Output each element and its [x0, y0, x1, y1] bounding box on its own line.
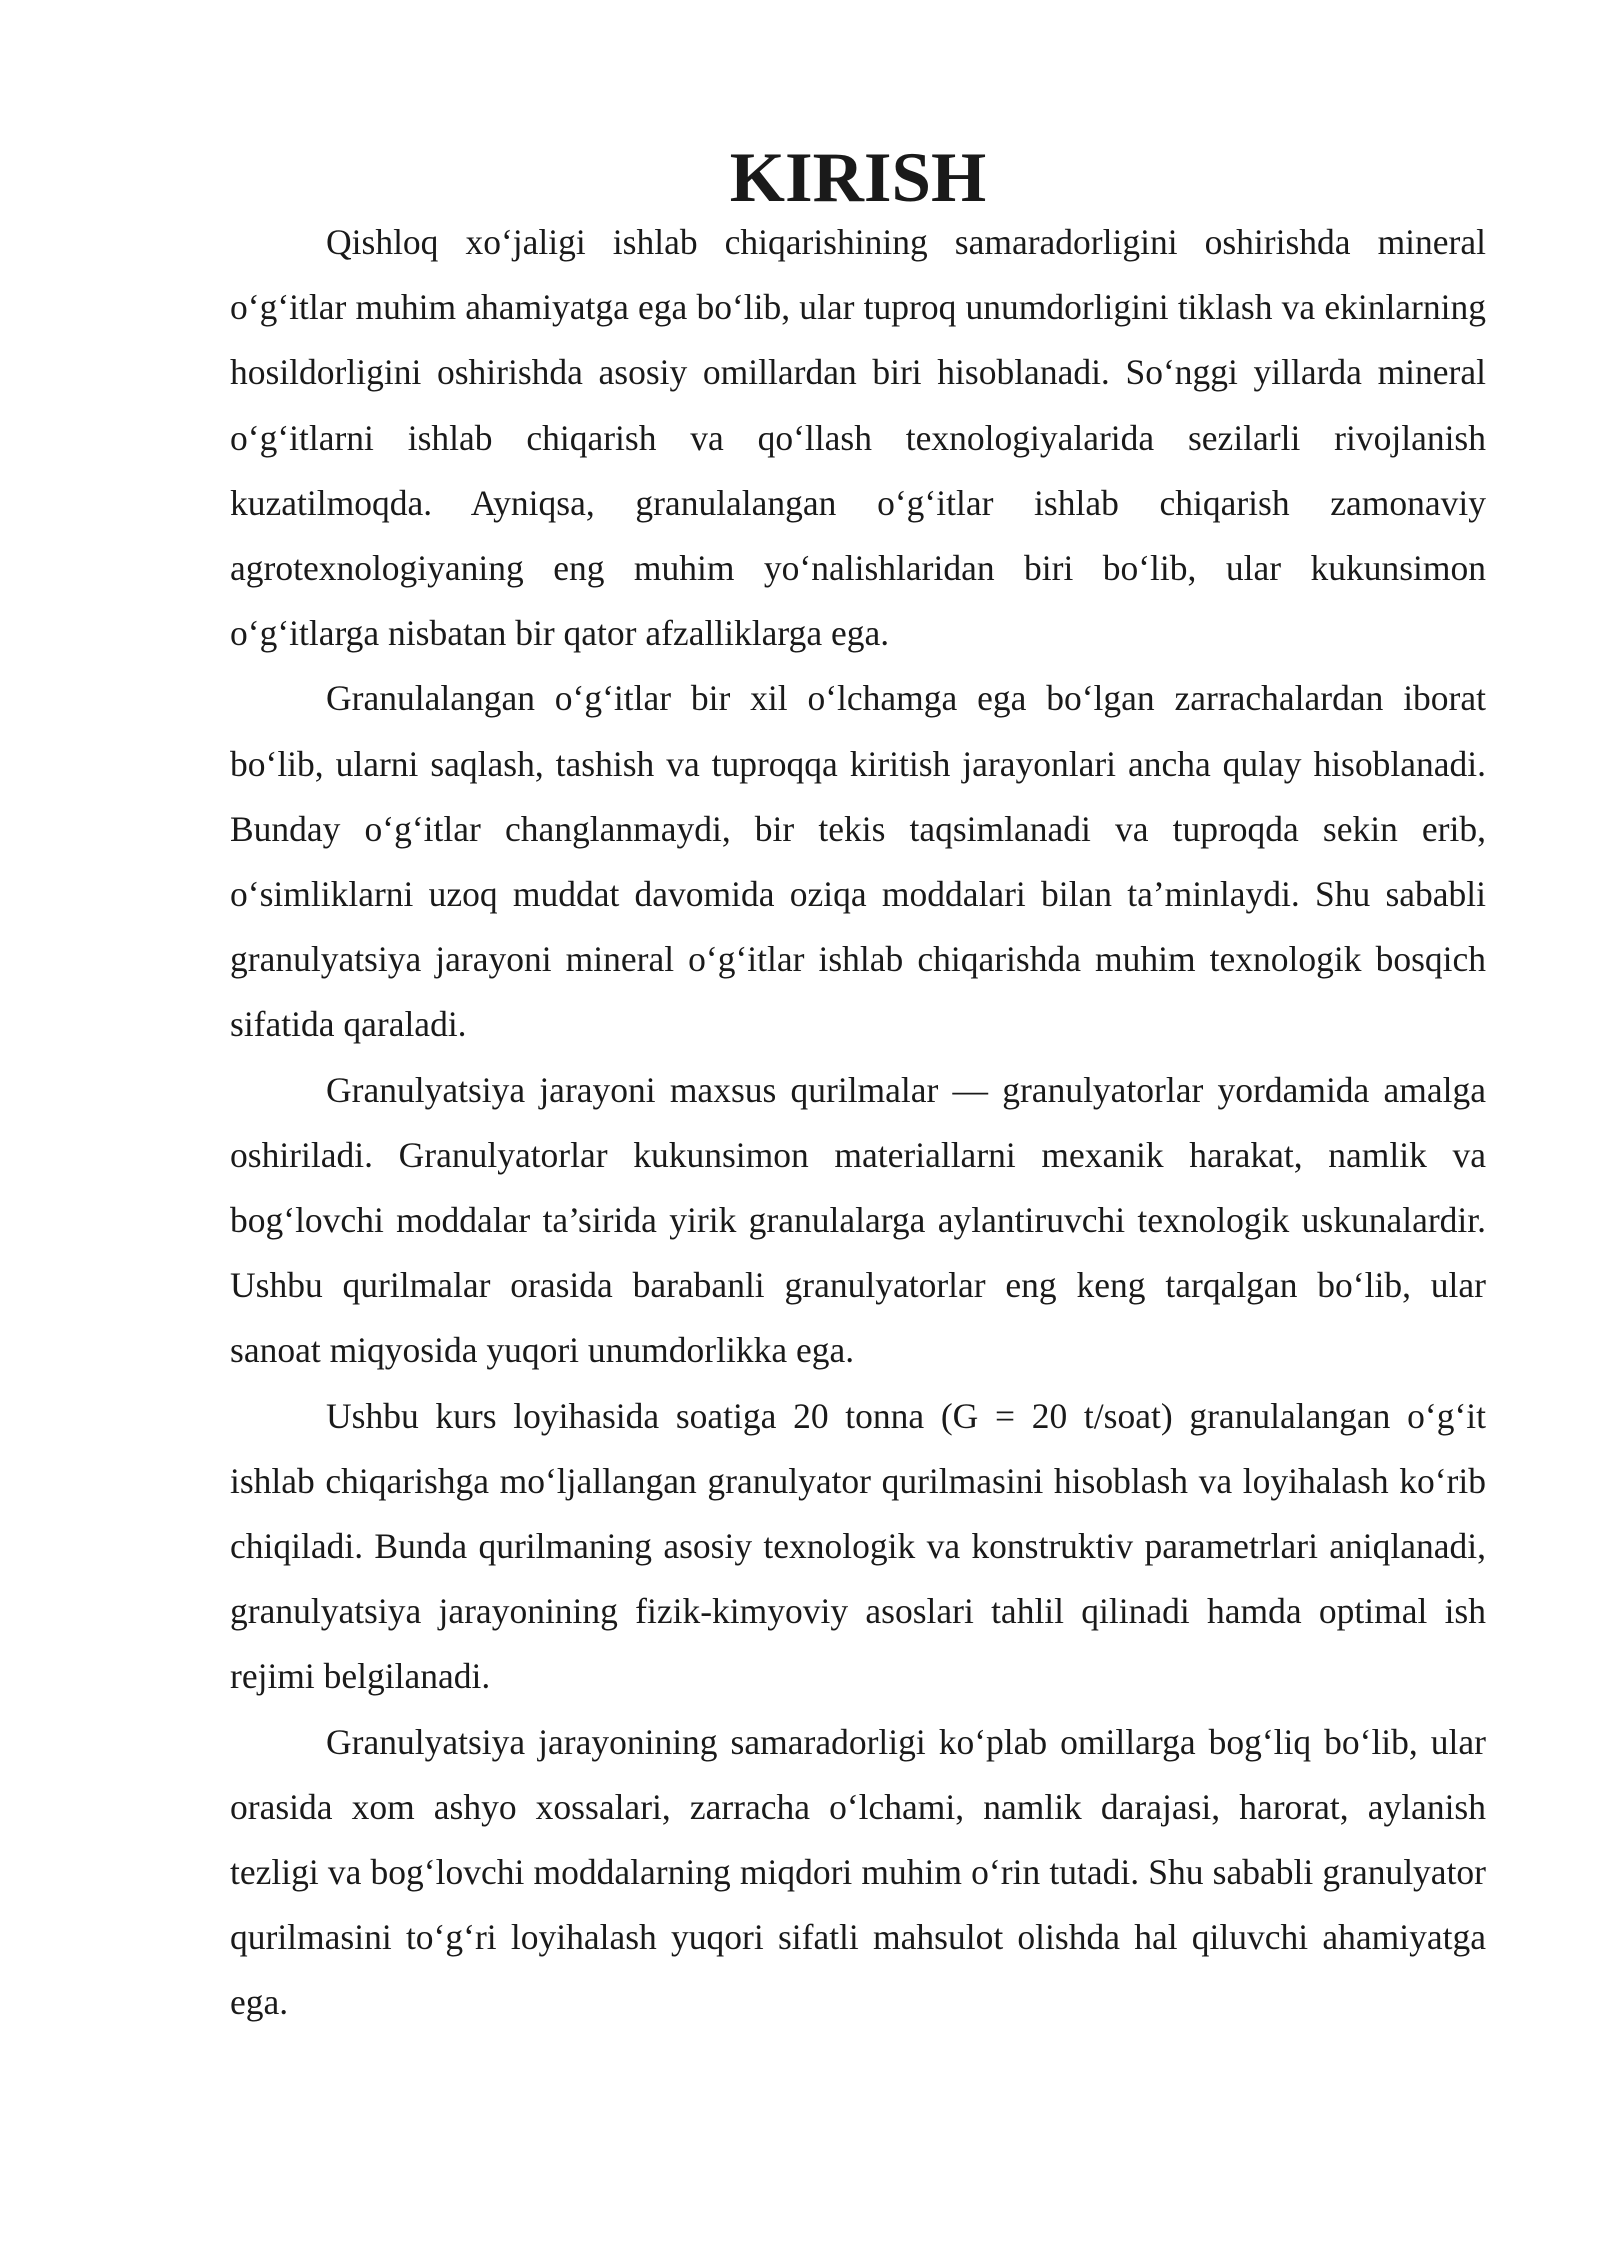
section-title: KIRISH [729, 139, 987, 217]
paragraph-3: Granulyatsiya jarayoni maxsus qurilmalar — granulyatorlar yordamida amalga oshiriladi. Granulyatorlar kukunsimon materiallarni mexanik harakat, namlik va bog‘lovchi moddalar ta’sirida yirik granulalarga aylantiruvchi texnologik uskunalardir. Ushbu qurilmalar orasida barabanli granulyatorlar eng keng tarqalgan bo‘lib, ular sanoat miqyosida yuqori unumdorlikka ega. [230, 1069, 1486, 1371]
paragraph-5: Granulyatsiya jarayonining samaradorligi ko‘plab omillarga bog‘liq bo‘lib, ular orasida xom ashyo xossalari, zarracha o‘lchami, namlik darajasi, harorat, aylanish tezligi va bog‘lovchi moddalarning miqdori muhim o‘rin tutadi. Shu sababli granulyator qurilmasini to‘g‘ri loyihalash yuqori sifatli mahsulot olishda hal qiluvchi ahamiyatga ega. [230, 1721, 1486, 2023]
paragraph-4: Ushbu kurs loyihasida soatiga 20 tonna (G = 20 t/soat) granulalangan o‘g‘it ishlab chiqarishga mo‘ljallangan granulyator qurilmasini hisoblash va loyihalash ko‘rib chiqiladi. Bunda qurilmaning asosiy texnologik va konstruktiv parametrlari aniqlanadi, granulyatsiya jarayonining fizik-kimyoviy asoslari tahlil qilinadi hamda optimal ish rejimi belgilanadi. [230, 1395, 1486, 1697]
document-body [230, 139, 1486, 2036]
paragraph-1: Qishloq xo‘jaligi ishlab chiqarishining samaradorligini oshirishda mineral o‘g‘itlar muhim ahamiyatga ega bo‘lib, ular tuproq unumdorligini tiklash va ekinlarning hosildorligini oshirishda asosiy omillardan biri hisoblanadi. So‘nggi yillarda mineral o‘g‘itlarni ishlab chiqarish va qo‘llash texnologiyalarida sezilarli rivojlanish kuzatilmoqda. Ayniqsa, granulalangan o‘g‘itlar ishlab chiqarish zamonaviy agrotexnologiyaning eng muhim yo‘nalishlaridan biri bo‘lib, ular kukunsimon o‘g‘itlarga nisbatan bir qator afzalliklarga ega. [230, 222, 1486, 654]
paragraph-2: Granulalangan o‘g‘itlar bir xil o‘lchamga ega bo‘lgan zarrachalardan iborat bo‘lib, ularni saqlash, tashish va tuproqqa kiritish jarayonlari ancha qulay hisoblanadi. Bunday o‘g‘itlar changlanmaydi, bir tekis taqsimlanadi va tuproqda sekin erib, o‘simliklarni uzoq muddat davomida oziqa moddalari bilan ta’minlaydi. Shu sababli granulyatsiya jarayoni mineral o‘g‘itlar ishlab chiqarishda muhim texnologik bosqich sifatida qaraladi. [230, 678, 1486, 1045]
